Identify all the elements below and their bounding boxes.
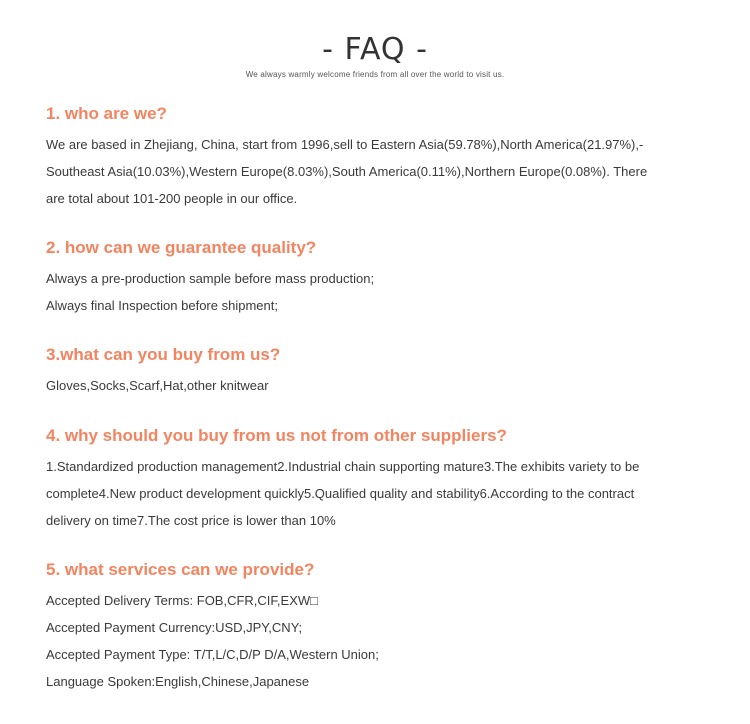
answer-line: We are based in Zhejiang, China, start from 1996,sell to Eastern Asia(59.78%),North America(21.97%),- bbox=[46, 137, 644, 152]
faq-question: 4. why should you buy from us not from other suppliers? bbox=[46, 426, 507, 445]
faq-item-who-are-we bbox=[46, 103, 706, 212]
answer-line: Always a pre-production sample before mass production; bbox=[46, 271, 375, 286]
faq-header bbox=[0, 30, 750, 80]
faq-question: 5. what services can we provide? bbox=[46, 560, 315, 579]
faq-item-services bbox=[46, 559, 706, 695]
faq-answer bbox=[46, 372, 706, 399]
answer-line: 1.Standardized production management2.Industrial chain supporting mature3.The exhibits variety to be bbox=[46, 459, 640, 474]
faq-answer bbox=[46, 265, 706, 319]
faq-answer bbox=[46, 131, 706, 212]
faq-question: 3.what can you buy from us? bbox=[46, 345, 281, 364]
faq-item-quality bbox=[46, 237, 706, 319]
answer-line: Southeast Asia(10.03%),Western Europe(8.03%),South America(0.11%),Northern Europe(0.08%). There bbox=[46, 164, 648, 179]
answer-line: Gloves,Socks,Scarf,Hat,other knitwear bbox=[46, 378, 269, 393]
answer-line: Accepted Payment Type: T/T,L/C,D/P D/A,Western Union; bbox=[46, 647, 379, 662]
faq-question: 1. who are we? bbox=[46, 104, 167, 123]
answer-line: Accepted Payment Currency:USD,JPY,CNY; bbox=[46, 620, 303, 635]
faq-item-why-us bbox=[46, 425, 706, 534]
answer-line: Accepted Delivery Terms: FOB,CFR,CIF,EXW□ bbox=[46, 593, 318, 608]
page-title: - FAQ - bbox=[322, 32, 428, 67]
answer-line: delivery on time7.The cost price is lower than 10% bbox=[46, 513, 336, 528]
page-subtitle: We always warmly welcome friends from all over the world to visit us. bbox=[245, 70, 505, 79]
answer-line: Language Spoken:English,Chinese,Japanese bbox=[46, 674, 310, 689]
faq-item-products bbox=[46, 344, 706, 399]
answer-line: complete4.New product development quickly5.Qualified quality and stability6.According to the contract bbox=[46, 486, 635, 501]
answer-line: Always final Inspection before shipment; bbox=[46, 298, 278, 313]
faq-question: 2. how can we guarantee quality? bbox=[46, 238, 317, 257]
faq-answer bbox=[46, 453, 706, 534]
answer-line: are total about 101-200 people in our office. bbox=[46, 191, 298, 206]
faq-answer bbox=[46, 587, 706, 695]
